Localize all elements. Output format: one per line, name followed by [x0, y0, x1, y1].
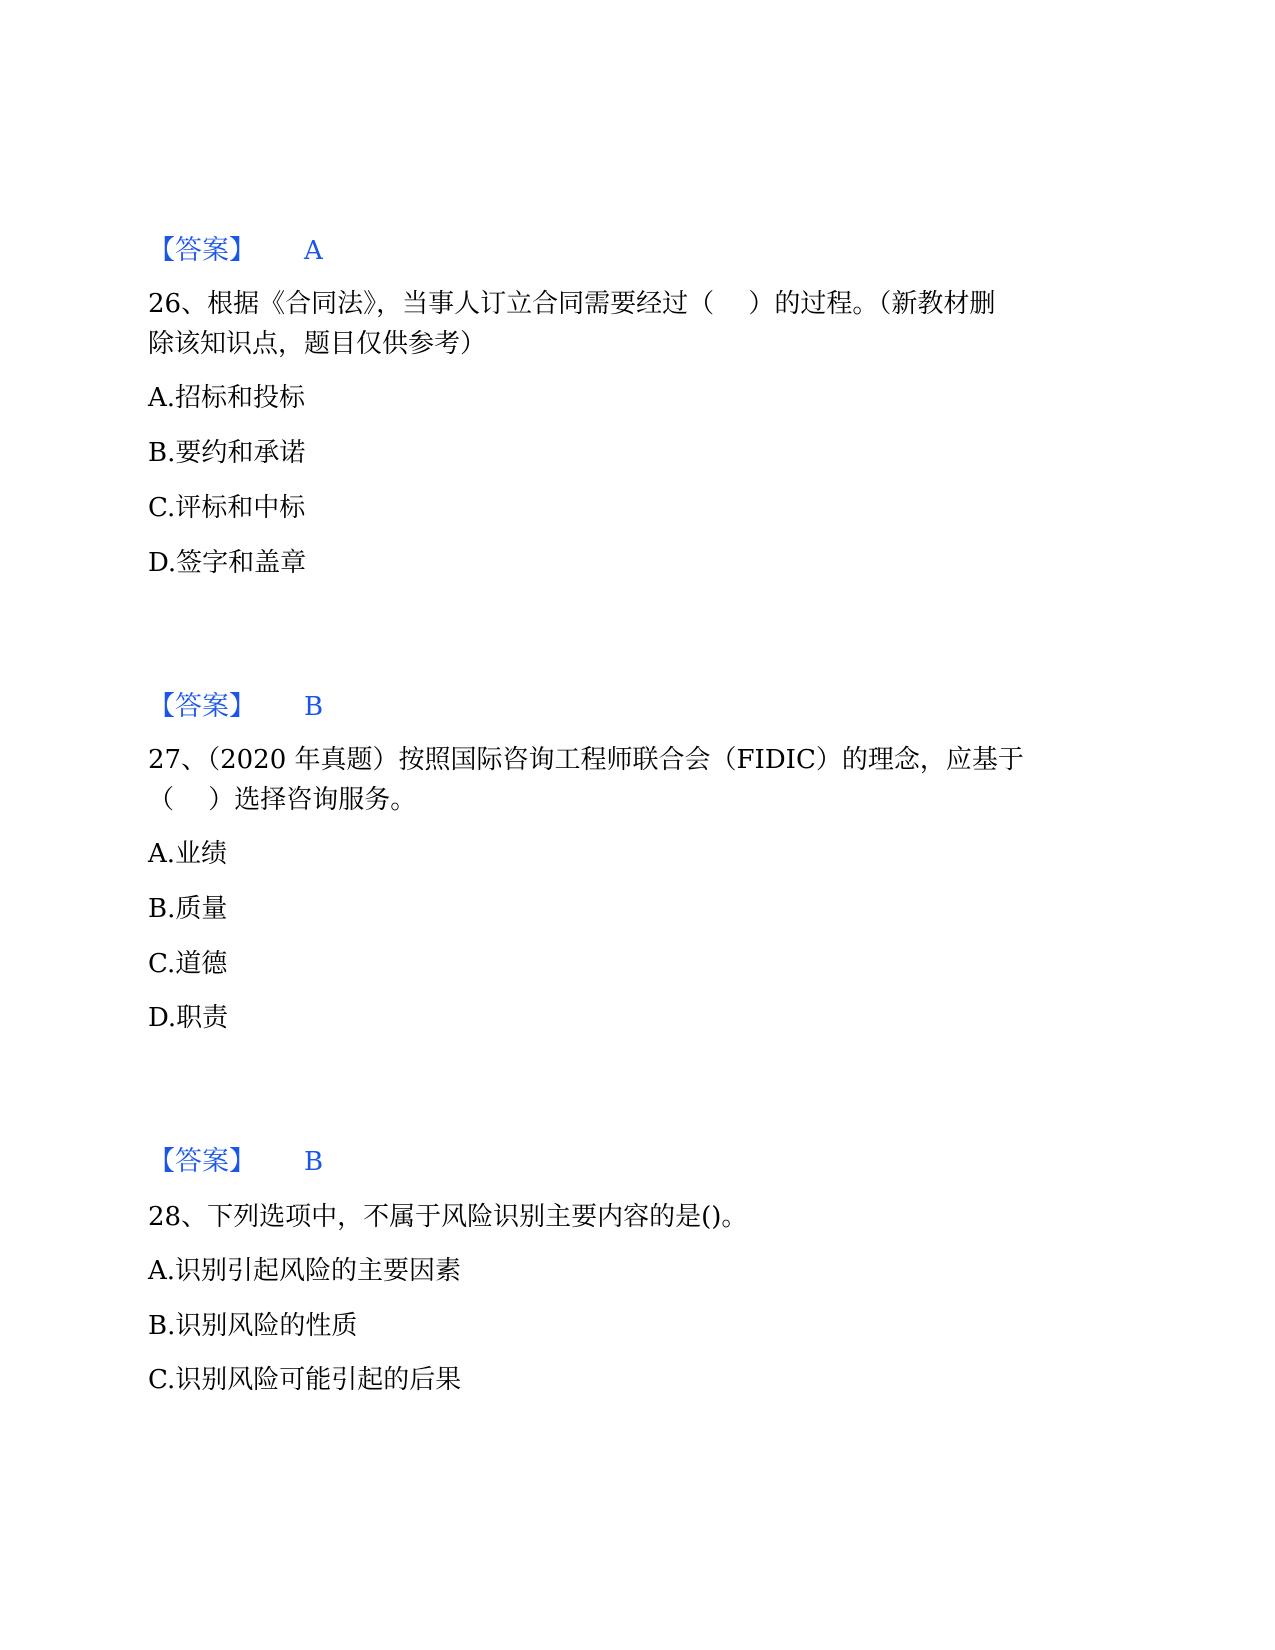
option-a: A.识别引起风险的主要因素 [148, 1256, 462, 1286]
option-a: A.招标和投标 [148, 383, 306, 413]
option-b: B.识别风险的性质 [148, 1311, 358, 1341]
answer-value: B [304, 1147, 324, 1177]
question-line: 28、下列选项中，不属于风险识别主要内容的是()。 [148, 1202, 748, 1232]
option-c: C.评标和中标 [148, 493, 306, 523]
question-text [148, 1197, 1128, 1237]
option-c: C.识别风险可能引起的后果 [148, 1365, 462, 1395]
question-line: 27、（2020 年真题）按照国际咨询工程师联合会（FIDIC）的理念，应基于 [148, 745, 1024, 775]
answer-row [148, 231, 1128, 271]
answer-row [148, 687, 1128, 727]
answer-label: 【答案】 [148, 691, 256, 722]
option-b: B.要约和承诺 [148, 438, 306, 468]
question-line: 除该知识点，题目仅供参考） [148, 329, 487, 359]
option-d: D.签字和盖章 [148, 548, 307, 578]
answer-value: A [304, 236, 323, 266]
question-text [148, 284, 1128, 364]
question-text [148, 740, 1128, 820]
question-line: 26、根据《合同法》，当事人订立合同需要经过（ ）的过程。（新教材删 [148, 289, 996, 319]
option-b: B.质量 [148, 894, 228, 924]
answer-label: 【答案】 [148, 235, 256, 266]
option-c: C.道德 [148, 949, 228, 979]
question-line: （ ）选择咨询服务。 [148, 785, 417, 815]
option-d: D.职责 [148, 1003, 229, 1033]
answer-value: B [304, 692, 324, 722]
answer-row [148, 1142, 1128, 1182]
option-a: A.业绩 [148, 839, 228, 869]
answer-label: 【答案】 [148, 1146, 256, 1177]
